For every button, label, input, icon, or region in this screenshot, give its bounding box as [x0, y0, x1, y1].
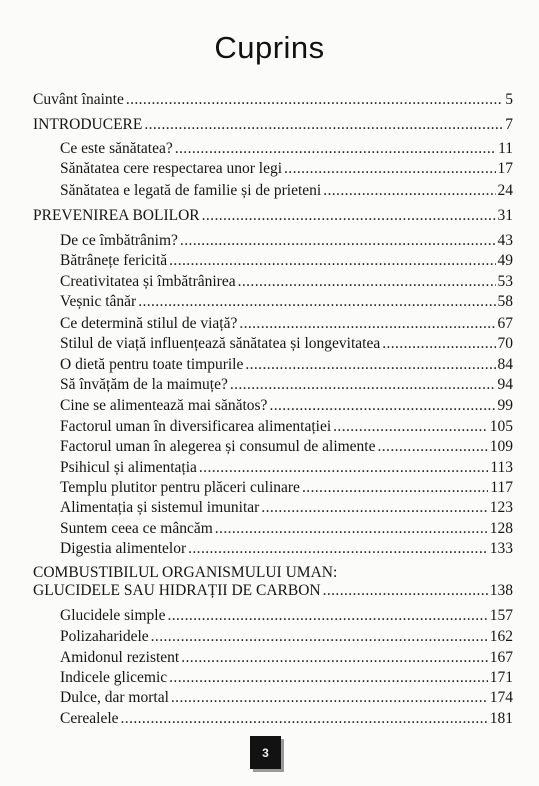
leader-dots	[323, 182, 495, 200]
toc-entry-label: Glucidele simple	[60, 607, 166, 624]
toc-entry	[33, 116, 513, 134]
toc-entry-page: 53	[497, 273, 513, 290]
leader-dots	[269, 397, 495, 415]
toc-entry-label: Să învățăm de la maimuțe?	[60, 376, 228, 393]
toc-entry-label: Ce este sănătatea?	[60, 140, 173, 157]
toc-entry-page: 117	[490, 479, 513, 496]
toc-entry-page: 17	[497, 160, 513, 177]
toc-entry-page: 109	[489, 438, 513, 455]
toc-entry	[60, 356, 513, 374]
leader-dots	[378, 438, 488, 456]
toc-entry	[60, 649, 513, 667]
leader-dots	[261, 499, 487, 517]
toc-entry-label: Cerealele	[60, 710, 119, 727]
toc-entry	[33, 91, 513, 109]
toc-entry-label: Psihicul și alimentația	[60, 459, 197, 476]
toc-entry	[60, 689, 513, 707]
toc-entry-label: Creativitatea și îmbătrânirea	[60, 273, 236, 290]
toc-entry	[60, 479, 513, 497]
toc-entry	[60, 710, 513, 728]
leader-dots	[121, 710, 488, 728]
leader-dots	[202, 207, 496, 225]
leader-dots	[188, 540, 488, 558]
toc-entry-page: 5	[505, 91, 513, 108]
toc-entry	[60, 438, 513, 456]
leader-dots	[169, 669, 488, 687]
toc-entry	[60, 293, 513, 311]
toc-entry-label: Suntem ceea ce mâncăm	[60, 520, 213, 537]
leader-dots	[151, 628, 488, 646]
leader-dots	[239, 315, 495, 333]
leader-dots	[171, 689, 488, 707]
leader-dots	[238, 273, 496, 291]
toc-entry	[60, 607, 513, 625]
toc-entry	[60, 252, 513, 270]
toc-entry-page: 7	[505, 116, 513, 133]
toc-entry-label: Ce determină stilul de viață?	[60, 315, 238, 332]
page-number: 3	[262, 745, 269, 760]
leader-dots	[215, 520, 488, 538]
toc-entry-label: INTRODUCERE	[33, 116, 143, 133]
toc-entry-label: Veșnic tânăr	[60, 293, 137, 310]
toc-entry-page: 133	[489, 540, 513, 557]
toc-entry	[33, 582, 513, 600]
leader-dots	[181, 649, 488, 667]
leader-dots	[169, 252, 495, 270]
toc-entry-page: 94	[497, 376, 513, 393]
toc-entry-page: 162	[489, 628, 513, 645]
toc-entry	[60, 232, 513, 250]
toc-entry	[60, 315, 513, 333]
toc-entry-label: Alimentația și sistemul imunitar	[60, 499, 260, 516]
toc-entry-page: 99	[497, 397, 513, 414]
toc-entry-label: Sănătatea cere respectarea unor legi	[60, 160, 283, 177]
leader-dots	[284, 160, 495, 178]
toc-entry-label: GLUCIDELE SAU HIDRAȚII DE CARBON	[33, 582, 321, 599]
toc-entry-page: 43	[497, 232, 513, 249]
toc-entry	[60, 540, 513, 558]
toc-entry-label: Sănătatea e legată de familie și de prieteni	[60, 182, 322, 199]
toc-entry-label: Stilul de viață influențează sănătatea și longevitatea	[60, 335, 381, 352]
toc-entry	[60, 140, 513, 158]
toc-entry	[60, 273, 513, 291]
toc-entry-label: Digestia alimentelor	[60, 540, 187, 557]
leader-dots	[245, 356, 495, 374]
leader-dots	[138, 293, 495, 311]
toc-entry-page: 105	[489, 418, 513, 435]
leader-dots	[180, 232, 496, 250]
toc-entry-page: 138	[489, 582, 513, 599]
toc-entry-page: 181	[489, 710, 513, 727]
toc-entry	[60, 459, 513, 477]
toc-entry-label: Bătrânețe fericită	[60, 252, 168, 269]
toc-entry	[60, 628, 513, 646]
leader-dots	[199, 459, 488, 477]
toc-entry-label: Templu plutitor pentru plăceri culinare	[60, 479, 300, 496]
page-title: Cuprins	[214, 30, 325, 65]
leader-dots	[382, 335, 495, 353]
toc-entry-page: 123	[489, 499, 513, 516]
toc-entry-label: PREVENIREA BOLILOR	[33, 207, 200, 224]
toc-entry-label: Factorul uman în diversificarea alimentației	[60, 418, 332, 435]
toc-entry	[60, 397, 513, 415]
toc-entry-page: 167	[489, 649, 513, 666]
toc-entry-page: 58	[497, 293, 513, 310]
toc-entry-page: 11	[498, 140, 513, 157]
toc-entry	[60, 499, 513, 517]
leader-dots	[167, 607, 487, 625]
toc-entry	[60, 160, 513, 178]
toc-entry	[60, 335, 513, 353]
leader-dots	[230, 376, 496, 394]
toc-entry-page: 171	[489, 669, 513, 686]
toc-entry-page: 84	[497, 356, 513, 373]
leader-dots	[144, 116, 503, 134]
toc-entry-page: 67	[497, 315, 513, 332]
toc-entry-page: 128	[489, 520, 513, 537]
toc-entry-label: Indicele glicemic	[60, 669, 168, 686]
toc-entry-page: 113	[490, 459, 513, 476]
leader-dots	[126, 91, 503, 109]
toc-entry-label: Factorul uman în alegerea și consumul de alimente	[60, 438, 376, 455]
toc-entry-page: 70	[497, 335, 513, 352]
toc-entry-page: 31	[497, 207, 513, 224]
toc-entry	[33, 207, 513, 225]
leader-dots	[175, 140, 496, 158]
toc-entry-label: De ce îmbătrânim?	[60, 232, 178, 249]
leader-dots	[333, 418, 488, 436]
toc-entry-label: Cuvânt înainte	[33, 91, 124, 108]
leader-dots	[323, 582, 488, 600]
toc-entry	[60, 669, 513, 687]
section-heading-line: COMBUSTIBILUL ORGANISMULUI UMAN:	[33, 564, 338, 581]
toc-entry-page: 24	[497, 182, 513, 199]
toc-entry	[60, 376, 513, 394]
toc-entry	[60, 182, 513, 200]
toc-entry-label: Polizaharidele	[60, 628, 149, 645]
toc-entry-label: Dulce, dar mortal	[60, 689, 169, 706]
toc-entry-label: O dietă pentru toate timpurile	[60, 356, 244, 373]
toc-entry	[60, 418, 513, 436]
toc-entry-label: Amidonul rezistent	[60, 649, 180, 666]
toc-entry	[60, 520, 513, 538]
page-number-badge	[250, 736, 281, 769]
toc-entry-page: 49	[497, 252, 513, 269]
leader-dots	[302, 479, 488, 497]
toc-entry-page: 174	[489, 689, 513, 706]
toc-entry-page: 157	[489, 607, 513, 624]
toc-entry-label: Cine se alimentează mai sănătos?	[60, 397, 268, 414]
